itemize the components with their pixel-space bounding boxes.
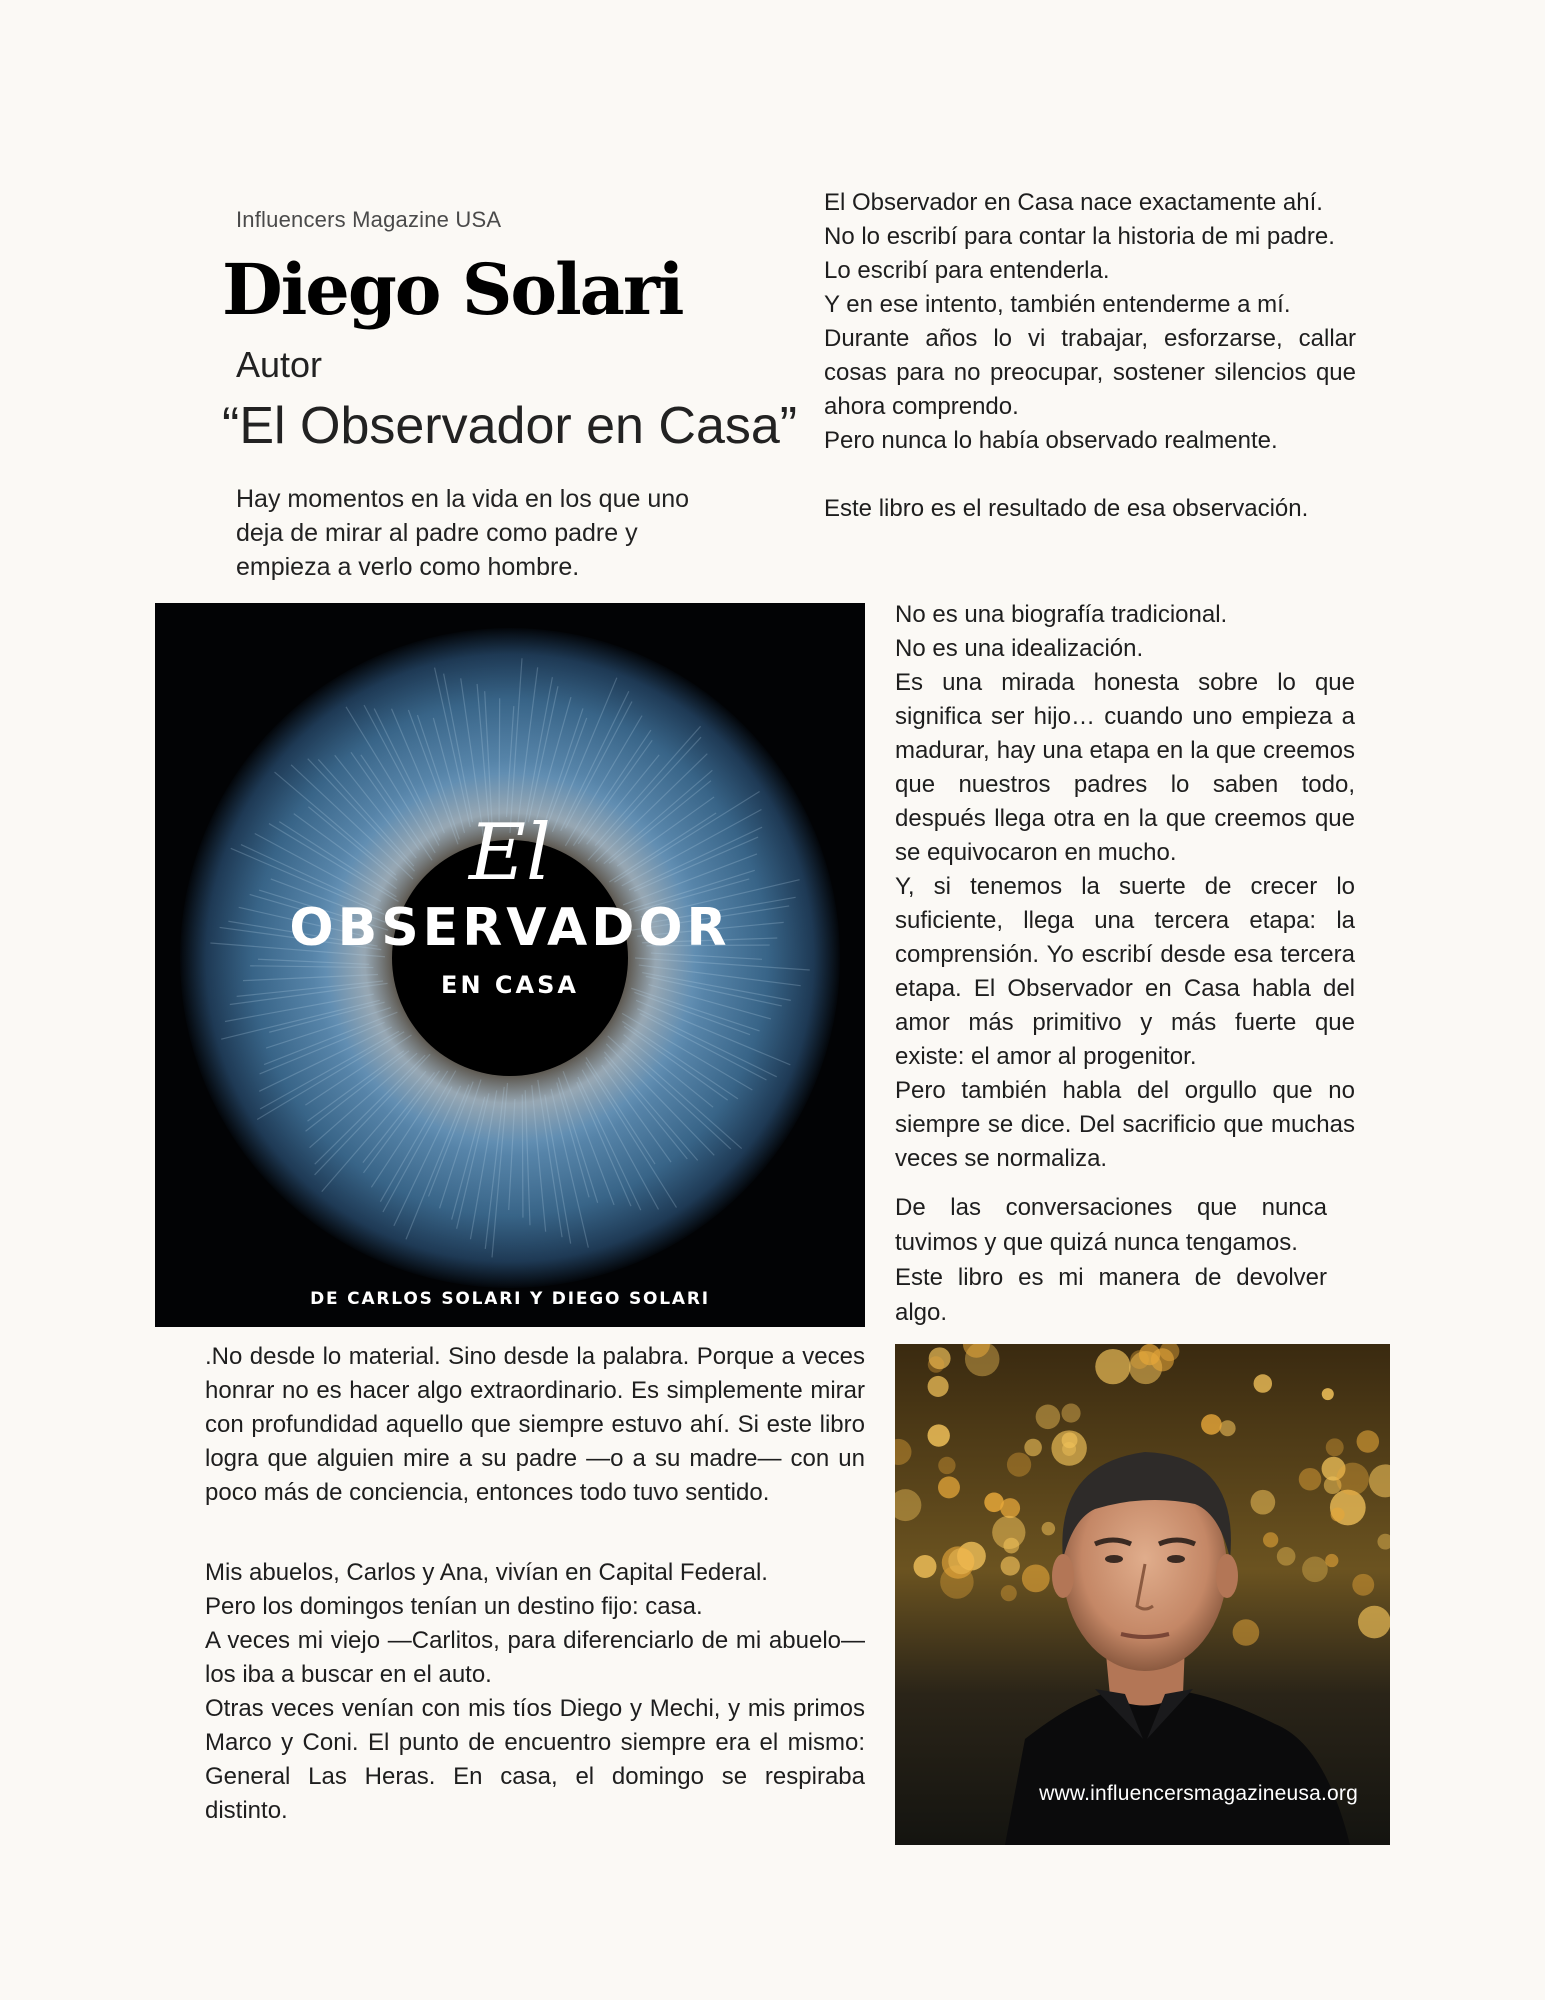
author-name: Diego Solari — [222, 248, 683, 331]
bokeh-light — [1357, 1430, 1380, 1453]
cover-title-en-casa: EN CASA — [441, 971, 579, 999]
book-cover-image — [155, 603, 865, 1327]
bokeh-light — [1254, 1374, 1272, 1392]
article-column-right-mid — [895, 598, 1355, 1176]
bokeh-light — [948, 1548, 974, 1574]
bokeh-light — [1022, 1564, 1050, 1592]
paragraph: Mis abuelos, Carlos y Ana, vivían en Capital Federal. — [205, 1559, 768, 1586]
bokeh-light — [1302, 1556, 1328, 1582]
article-column-left-a — [205, 1340, 865, 1510]
paragraph: Otras veces venían con mis tíos Diego y Mechi, y mis primos Marco y Coni. El punto de encuentro siempre era el mismo: General Las Heras. En casa, el domingo se respiraba distinto. — [205, 1695, 865, 1824]
bokeh-light — [1201, 1414, 1222, 1435]
paragraph: Este libro es mi manera de devolver algo. — [895, 1264, 1327, 1326]
paragraph: Durante años lo vi trabajar, esforzarse, callar cosas para no preocupar, sostener silencios que ahora comprendo. — [824, 325, 1356, 420]
bokeh-light — [1322, 1388, 1334, 1400]
bokeh-light — [928, 1356, 944, 1372]
bokeh-light — [1325, 1554, 1338, 1567]
bokeh-light — [1042, 1522, 1056, 1536]
bokeh-light — [1001, 1556, 1020, 1575]
intro-line: empieza a verlo como hombre. — [236, 553, 580, 581]
bokeh-light — [1352, 1574, 1374, 1596]
article-column-right-mid2 — [895, 1190, 1327, 1330]
article-column-left-b — [205, 1556, 865, 1828]
bokeh-light — [1062, 1404, 1081, 1423]
paragraph: Lo escribí para entenderla. — [824, 257, 1110, 284]
bokeh-light — [1001, 1585, 1017, 1601]
paragraph: Y, si tenemos la suerte de crecer lo suficiente, llega una tercera etapa: la comprensión. Yo escribí desde esa tercera etapa. El Observador en Casa habla del amor más primitivo y más fuerte que existe: el amor al progenitor. — [895, 873, 1355, 1070]
bokeh-light — [1051, 1430, 1086, 1465]
intro-text — [236, 482, 736, 584]
magazine-url: www.influencersmagazineusa.org — [1039, 1782, 1358, 1805]
bokeh-light — [938, 1476, 960, 1498]
paragraph: De las conversaciones que nunca tuvimos y que quizá nunca tengamos. — [895, 1194, 1327, 1256]
paragraph: Es una mirada honesta sobre lo que significa ser hijo… cuando uno empieza a madurar, hay una etapa en la que creemos que nuestros padres lo saben todo, después llega otra en la que creemos que se equivocaron en mucho. — [895, 669, 1355, 866]
bokeh-light — [1358, 1606, 1390, 1639]
cover-title-el: El — [469, 808, 551, 898]
article-column-right-top — [824, 186, 1356, 526]
paragraph: Pero también habla del orgullo que no siempre se dice. Del sacrificio que muchas veces se normaliza. — [895, 1077, 1355, 1172]
bokeh-light — [938, 1457, 955, 1474]
author-role: Autor — [236, 344, 323, 385]
bokeh-light — [1036, 1405, 1061, 1430]
paragraph: No es una idealización. — [895, 635, 1144, 662]
portrait-graphic — [895, 1344, 1390, 1845]
paragraph: A veces mi viejo —Carlitos, para diferenciarlo de mi abuelo— los iba a buscar en el auto. — [205, 1627, 865, 1688]
intro-line: deja de mirar al padre como padre y — [236, 519, 638, 547]
paragraph: Pero los domingos tenían un destino fijo: casa. — [205, 1593, 703, 1620]
cover-title-observador: OBSERVADOR — [289, 898, 731, 958]
iris-fiber — [522, 1094, 523, 1217]
intro-line: Hay momentos en la vida en los que uno — [236, 485, 690, 513]
bokeh-light — [928, 1424, 950, 1446]
bokeh-light — [1007, 1452, 1031, 1476]
paragraph: .No desde lo material. Sino desde la palabra. Porque a veces honrar no es hacer algo extraordinario. Es simplemente mirar con profundidad aquello que siempre estuvo ahí. Si este libro logra que alguien mire a su padre —o a su madre— con un poco más de conciencia, entonces todo tuvo sentido. — [205, 1343, 865, 1506]
book-title: “El Observador en Casa” — [222, 397, 798, 455]
bokeh-light — [1331, 1508, 1345, 1522]
bokeh-light — [1251, 1490, 1276, 1515]
iris-graphic — [155, 603, 865, 1327]
bokeh-light — [1233, 1619, 1260, 1646]
magazine-name: Influencers Magazine USA — [236, 207, 502, 232]
paragraph: No lo escribí para contar la historia de mi padre. — [824, 223, 1335, 250]
paragraph: Este libro es el resultado de esa observación. — [824, 495, 1309, 522]
bokeh-light — [1277, 1547, 1296, 1566]
bokeh-light — [984, 1493, 1004, 1513]
bokeh-light — [1326, 1438, 1344, 1456]
paragraph: El Observador en Casa nace exactamente ahí. — [824, 189, 1323, 216]
cover-credit: DE CARLOS SOLARI Y DIEGO SOLARI — [310, 1289, 710, 1309]
paragraph: Pero nunca lo había observado realmente. — [824, 427, 1278, 454]
bokeh-light — [992, 1516, 1025, 1549]
bokeh-light — [1220, 1420, 1236, 1436]
bokeh-light — [1263, 1532, 1278, 1547]
iris-fiber — [499, 698, 500, 821]
bokeh-light — [1024, 1439, 1042, 1457]
paragraph: No es una biografía tradicional. — [895, 601, 1228, 628]
bokeh-light — [1151, 1348, 1174, 1371]
bokeh-light — [1095, 1349, 1130, 1384]
author-photo — [895, 1344, 1390, 1845]
paragraph: Y en ese intento, también entenderme a mí. — [824, 291, 1291, 318]
bokeh-light — [928, 1376, 949, 1397]
bokeh-light — [1336, 1463, 1369, 1496]
bokeh-light — [1299, 1468, 1322, 1491]
bokeh-light — [914, 1555, 937, 1578]
